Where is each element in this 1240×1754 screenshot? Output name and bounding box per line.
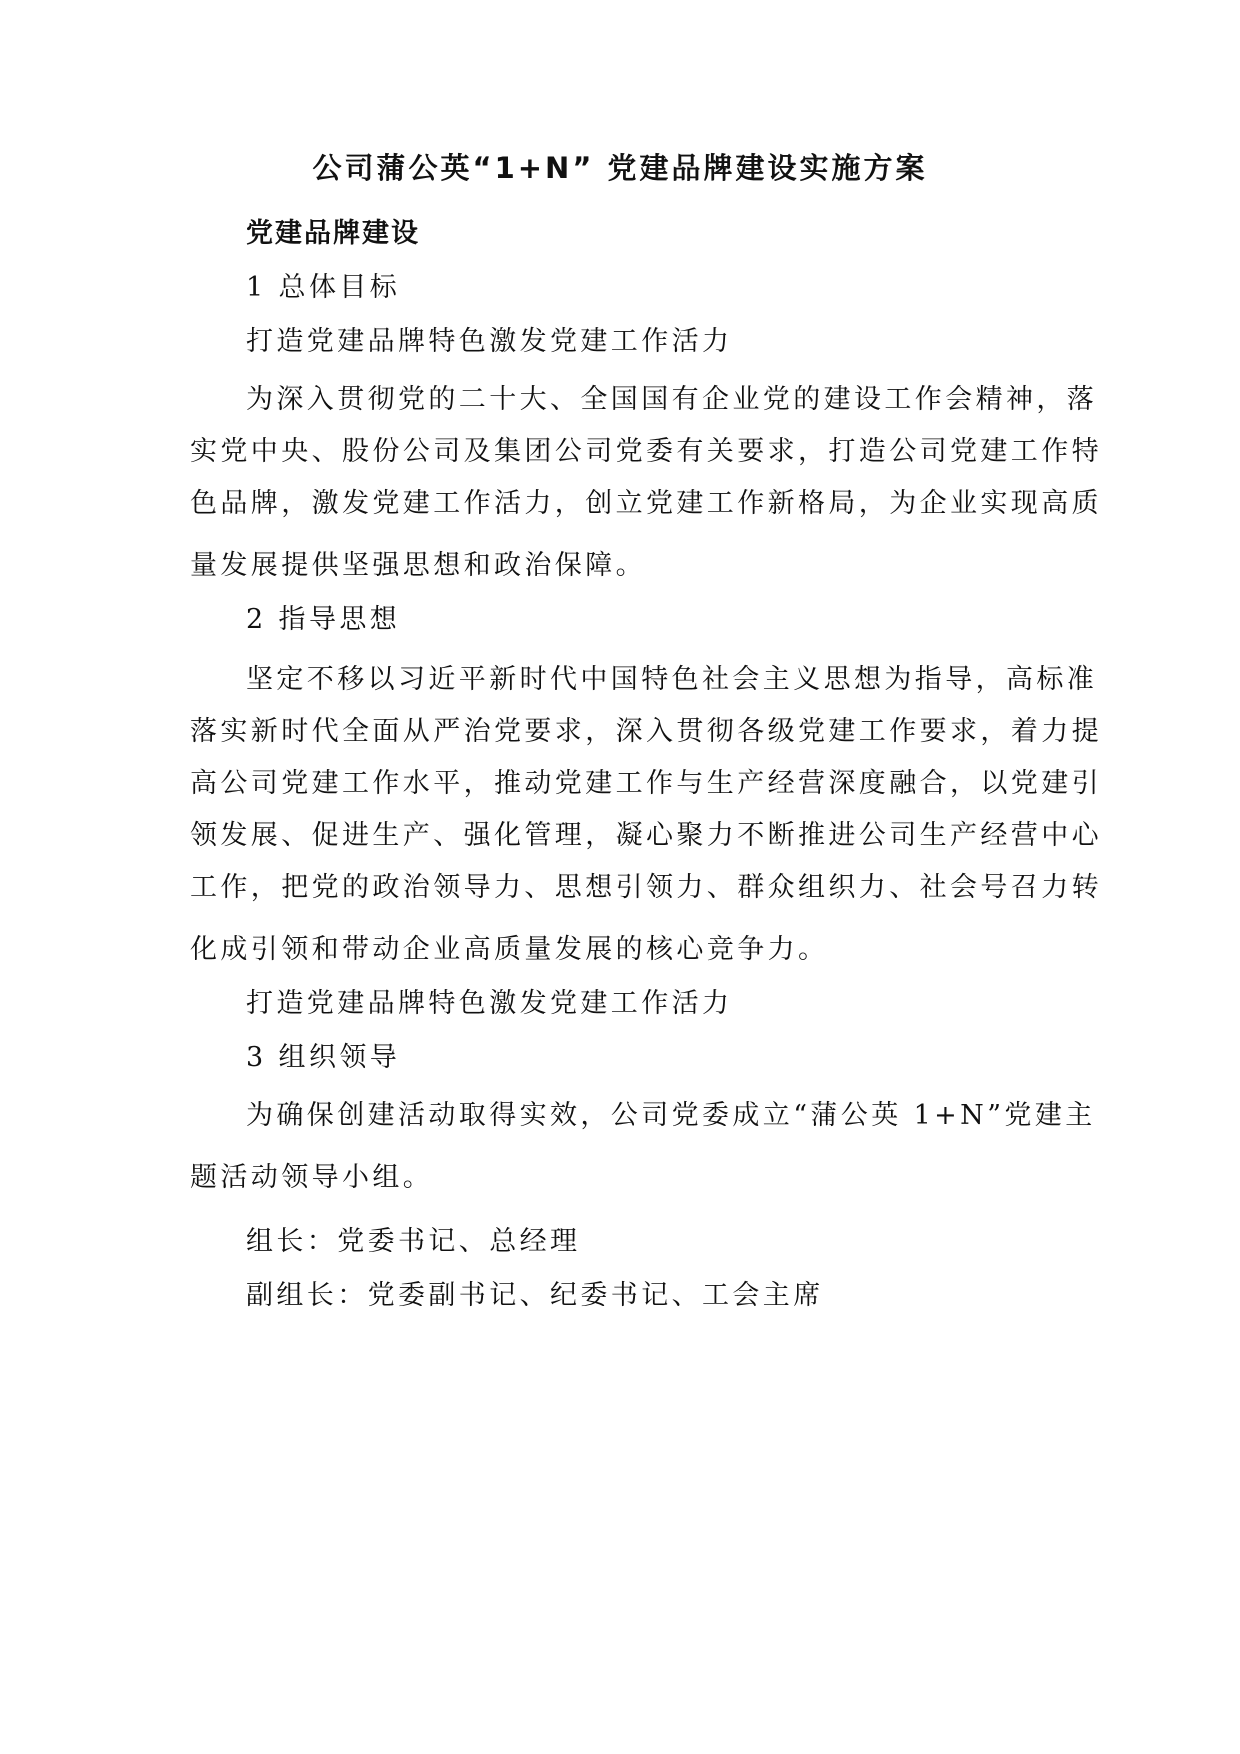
paragraph-line: 落实新时代全面从严治党要求，深入贯彻各级党建工作要求，着力提 xyxy=(190,716,1102,747)
document-title: 公司蒲公英“1+N” 党建品牌建设实施方案 xyxy=(312,151,928,185)
paragraph-line: 领发展、促进生产、强化管理，凝心聚力不断推进公司生产经营中心 xyxy=(190,820,1102,851)
paragraph-line: 为深入贯彻党的二十大、全国国有企业党的建设工作会精神，落 xyxy=(246,384,1098,415)
paragraph-line: 工作，把党的政治领导力、思想引领力、群众组织力、社会号召力转 xyxy=(190,872,1102,903)
paragraph-line: 实党中央、股份公司及集团公司党委有关要求，打造公司党建工作特 xyxy=(190,436,1102,467)
paragraph-line: 化成引领和带动企业高质量发展的核心竞争力。 xyxy=(190,934,829,965)
paragraph-line: 量发展提供坚强思想和政治保障。 xyxy=(190,550,646,581)
paragraph-line: 题活动领导小组。 xyxy=(190,1162,434,1193)
heading-guiding-thought: 2 指导思想 xyxy=(246,604,401,635)
heading-organization-leadership: 3 组织领导 xyxy=(246,1042,401,1073)
group-leader-line: 组长：党委书记、总经理 xyxy=(246,1226,581,1257)
heading-general-goal: 1 总体目标 xyxy=(246,272,401,303)
paragraph-line: 色品牌，激发党建工作活力，创立党建工作新格局，为企业实现高质 xyxy=(190,488,1102,519)
section-heading: 党建品牌建设 xyxy=(246,218,420,249)
paragraph-line: 坚定不移以习近平新时代中国特色社会主义思想为指导，高标准 xyxy=(246,664,1098,695)
subheading-brand-feature: 打造党建品牌特色激发党建工作活力 xyxy=(246,326,733,357)
subheading-brand-feature-repeat: 打造党建品牌特色激发党建工作活力 xyxy=(246,988,733,1019)
deputy-leader-line: 副组长：党委副书记、纪委书记、工会主席 xyxy=(246,1280,824,1311)
paragraph-line: 高公司党建工作水平，推动党建工作与生产经营深度融合，以党建引 xyxy=(190,768,1102,799)
paragraph-line: 为确保创建活动取得实效，公司党委成立“蒲公英 1+N”党建主 xyxy=(246,1100,1096,1131)
